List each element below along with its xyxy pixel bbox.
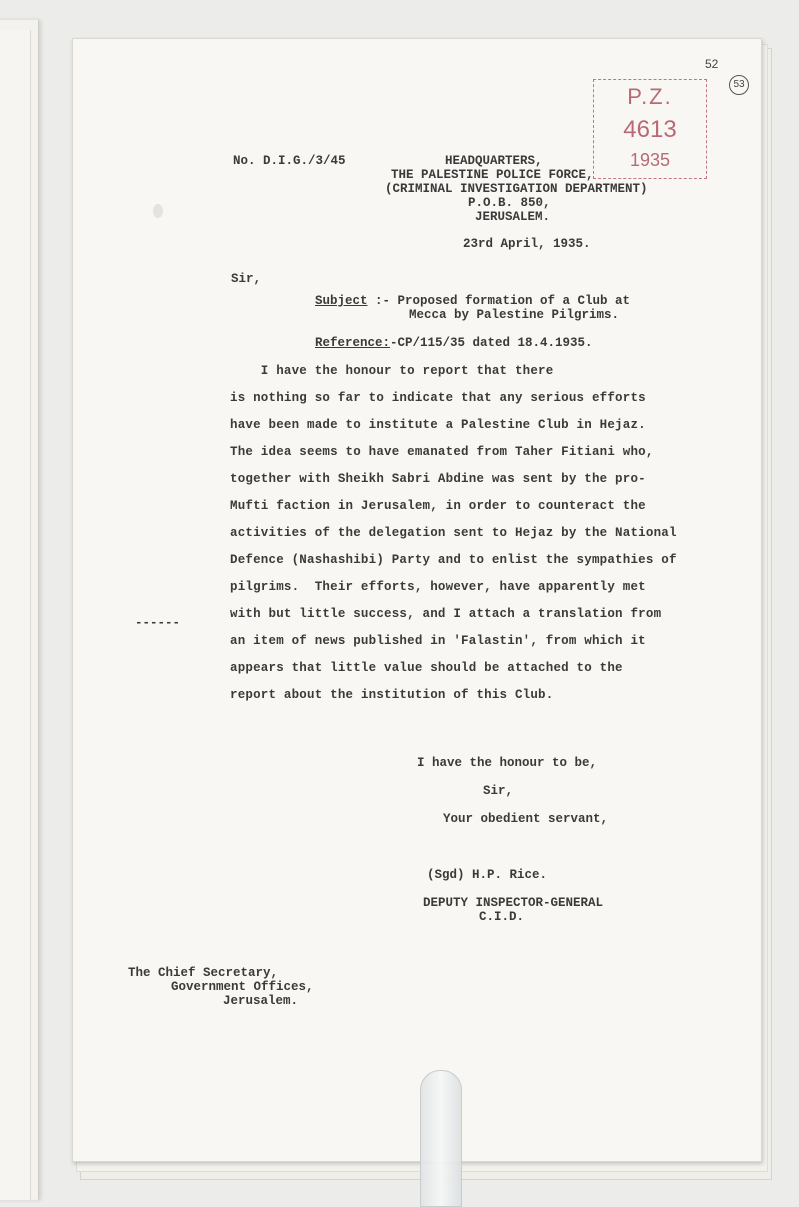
reference-number: No. D.I.G./3/45 bbox=[233, 154, 346, 168]
signatory-title: DEPUTY INSPECTOR-GENERAL bbox=[423, 896, 604, 910]
body-line-12: appears that little value should be attached to the bbox=[230, 661, 623, 675]
letter-date: 23rd April, 1935. bbox=[463, 237, 591, 251]
closing-line-1: I have the honour to be, bbox=[417, 756, 598, 770]
body-line-6: Mufti faction in Jerusalem, in order to counteract the bbox=[230, 499, 646, 513]
punch-hole bbox=[153, 204, 163, 218]
registry-stamp bbox=[593, 79, 707, 179]
body-line-11: an item of news published in 'Falastin', from which it bbox=[230, 634, 646, 648]
body-line-9: pilgrims. Their efforts, however, have apparently met bbox=[230, 580, 646, 594]
header-line-4: P.O.B. 850, bbox=[468, 196, 551, 210]
subject-text-1: :- Proposed formation of a Club at bbox=[367, 294, 631, 308]
stamp-line-1: P.Z. bbox=[627, 84, 673, 109]
reference-line bbox=[315, 336, 593, 350]
addressee-line-2: Government Offices, bbox=[171, 980, 314, 994]
body-line-5: together with Sheikh Sabri Abdine was sent by the pro- bbox=[230, 472, 646, 486]
reference-label: Reference: bbox=[315, 336, 391, 350]
body-line-10: with but little success, and I attach a translation from bbox=[230, 607, 662, 621]
body-line-3: have been made to institute a Palestine Club in Hejaz. bbox=[230, 418, 646, 432]
addressee-line-1: The Chief Secretary, bbox=[128, 966, 279, 980]
adjacent-page-edge-2 bbox=[0, 30, 31, 1200]
signatory-department: C.I.D. bbox=[479, 910, 525, 924]
body-line-1: I have the honour to report that there bbox=[230, 364, 554, 378]
reference-text: -CP/115/35 dated 18.4.1935. bbox=[390, 336, 593, 350]
body-line-7: activities of the delegation sent to Hejaz by the National bbox=[230, 526, 677, 540]
letter-page bbox=[72, 38, 762, 1162]
body-line-4: The idea seems to have emanated from Taher Fitiani who, bbox=[230, 445, 654, 459]
header-line-3: (CRIMINAL INVESTIGATION DEPARTMENT) bbox=[385, 182, 648, 196]
folio-circled-number: 53 bbox=[729, 75, 749, 95]
stamp-line-3: 1935 bbox=[629, 150, 671, 170]
addressee-line-3: Jerusalem. bbox=[223, 994, 299, 1008]
body-line-8: Defence (Nashashibi) Party and to enlist the sympathies of bbox=[230, 553, 677, 567]
margin-mark: ------ bbox=[135, 616, 181, 630]
subject-label: Subject bbox=[315, 294, 368, 308]
body-line-2: is nothing so far to indicate that any serious efforts bbox=[230, 391, 646, 405]
stamp-line-2: 4613 bbox=[623, 116, 677, 143]
page-marker-tab bbox=[420, 1070, 462, 1207]
header-line-2: THE PALESTINE POLICE FORCE, bbox=[391, 168, 594, 182]
signature: (Sgd) H.P. Rice. bbox=[427, 868, 548, 882]
subject-line-1 bbox=[315, 294, 630, 308]
header-line-1: HEADQUARTERS, bbox=[445, 154, 543, 168]
folio-number: 52 bbox=[705, 57, 719, 71]
salutation: Sir, bbox=[231, 272, 262, 286]
header-line-5: JERUSALEM. bbox=[475, 210, 551, 224]
closing-line-3: Your obedient servant, bbox=[443, 812, 609, 826]
closing-line-2: Sir, bbox=[483, 784, 514, 798]
subject-line-2: Mecca by Palestine Pilgrims. bbox=[409, 308, 620, 322]
body-line-13: report about the institution of this Club. bbox=[230, 688, 554, 702]
